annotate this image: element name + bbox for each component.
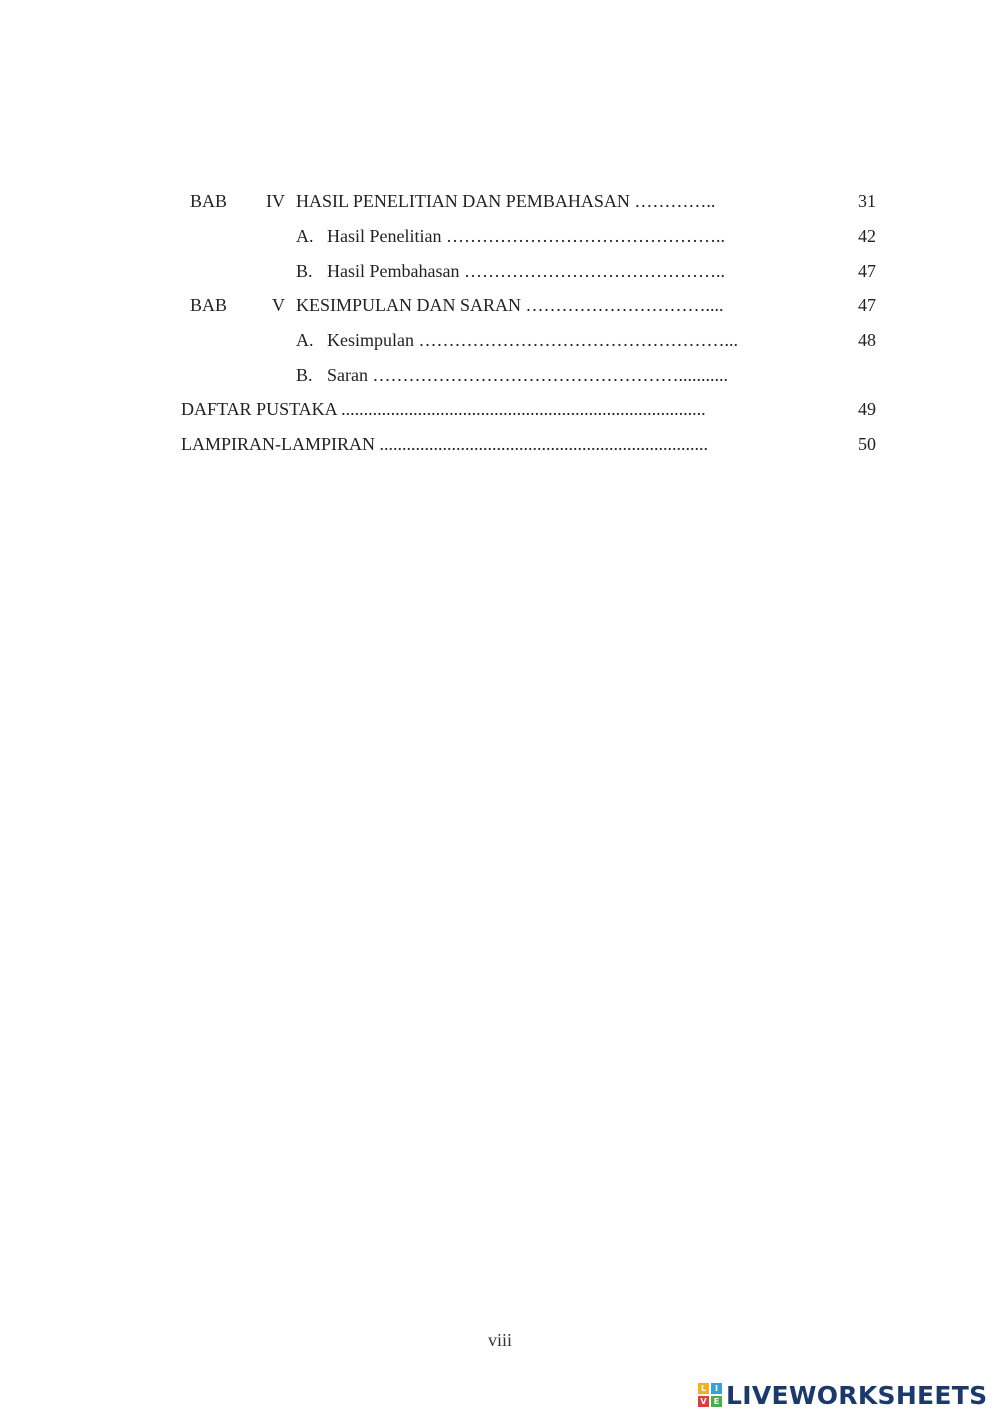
logo-cell-l: L <box>698 1383 709 1394</box>
toc-entry-kesimpulan[interactable] <box>0 325 1000 355</box>
page-number-footer: viii <box>487 1330 512 1350</box>
toc-section-letter: B. <box>296 261 313 281</box>
logo-cell-i: I <box>711 1383 722 1394</box>
toc-page-number: 49 <box>858 399 876 419</box>
toc-entry-title: DAFTAR PUSTAKA ................................................................................. <box>181 399 706 419</box>
toc-entry-bab-v[interactable] <box>0 290 1000 320</box>
toc-section-letter: A. <box>296 226 314 246</box>
toc-bab-label: BAB <box>190 295 228 315</box>
toc-page-number: 47 <box>858 261 876 281</box>
liveworksheets-logo-text: LIVEWORKSHEETS <box>726 1380 988 1410</box>
liveworksheets-logo[interactable] <box>698 1378 987 1412</box>
toc-section-letter: A. <box>296 330 314 350</box>
toc-section-letter: B. <box>296 365 313 385</box>
table-of-contents <box>0 0 1000 470</box>
toc-page-number: 50 <box>858 434 876 454</box>
toc-entry-title: LAMPIRAN-LAMPIRAN ......................................................................... <box>181 434 709 454</box>
toc-page-number: 42 <box>858 226 876 246</box>
toc-chapter-title: HASIL PENELITIAN DAN PEMBAHASAN ………….. <box>296 191 716 211</box>
logo-cell-e: E <box>711 1396 722 1407</box>
toc-entry-hasil-pembahasan[interactable] <box>0 256 1000 286</box>
toc-entry-saran[interactable] <box>0 360 1000 390</box>
toc-chapter-number: V <box>272 295 285 315</box>
liveworksheets-logo-icon <box>698 1383 722 1407</box>
toc-section-title: Hasil Penelitian ……………………………………….. <box>327 226 725 246</box>
toc-chapter-number: IV <box>266 191 285 211</box>
toc-entry-hasil-penelitian[interactable] <box>0 221 1000 251</box>
toc-page-number: 48 <box>858 330 876 350</box>
toc-page-number: 31 <box>858 191 876 211</box>
toc-page-number: 47 <box>858 295 876 315</box>
toc-section-title: Saran ……………………………………………........... <box>327 365 728 385</box>
toc-section-title: Hasil Pembahasan …………………………………….. <box>327 261 725 281</box>
toc-entry-daftar-pustaka[interactable] <box>0 394 1000 424</box>
toc-entry-bab-iv[interactable] <box>0 186 1000 216</box>
toc-section-title: Kesimpulan ……………………………………………... <box>327 330 738 350</box>
logo-cell-v: V <box>698 1396 709 1407</box>
toc-bab-label: BAB <box>190 191 228 211</box>
toc-entry-lampiran[interactable] <box>0 429 1000 459</box>
toc-chapter-title: KESIMPULAN DAN SARAN ………………………….... <box>296 295 724 315</box>
